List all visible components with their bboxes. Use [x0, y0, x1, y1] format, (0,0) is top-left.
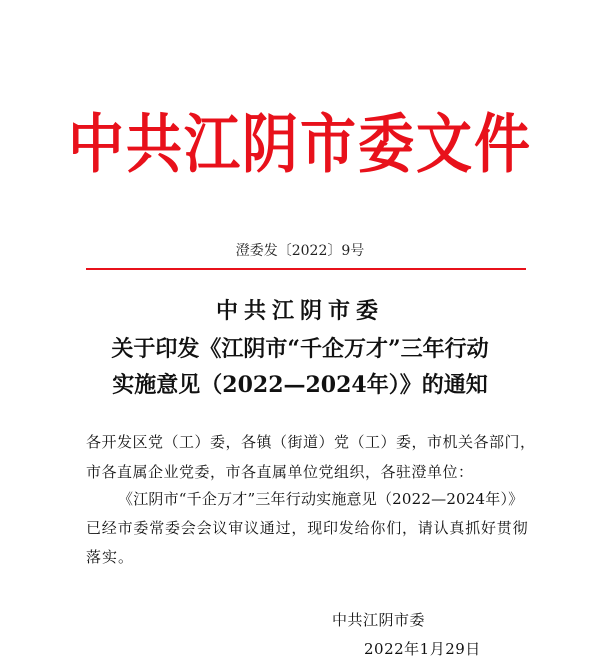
- body-paragraph-line-2: 已经市委常委会会议审议通过，现印发给你们，请认真抓好贯彻: [86, 519, 529, 537]
- title-line-issuer: 中共江阴市委: [215, 298, 384, 324]
- document-header-title: 中共江阴市委文件: [68, 108, 532, 183]
- signature-date: 2022年1月29日: [364, 640, 481, 658]
- title-line-notice: 实施意见（2022—2024年）》的通知: [112, 372, 488, 398]
- red-divider-line: [86, 268, 526, 270]
- signature-organization: 中共江阴市委: [332, 611, 426, 629]
- title-line-subject: 关于印发《江阴市“千企万才”三年行动: [111, 336, 489, 362]
- body-paragraph-line-3: 落实。: [86, 548, 135, 566]
- document-number: 澄委发〔2022〕9号: [235, 243, 365, 259]
- recipients-line-2: 市各直属企业党委，市各直属单位党组织，各驻澄单位：: [86, 463, 474, 481]
- recipients-line-1: 各开发区党（工）委，各镇（街道）党（工）委，市机关各部门，: [86, 433, 536, 451]
- body-paragraph-line-1: 《江阴市“千企万才”三年行动实施意见（2022—2024年）》: [118, 490, 524, 508]
